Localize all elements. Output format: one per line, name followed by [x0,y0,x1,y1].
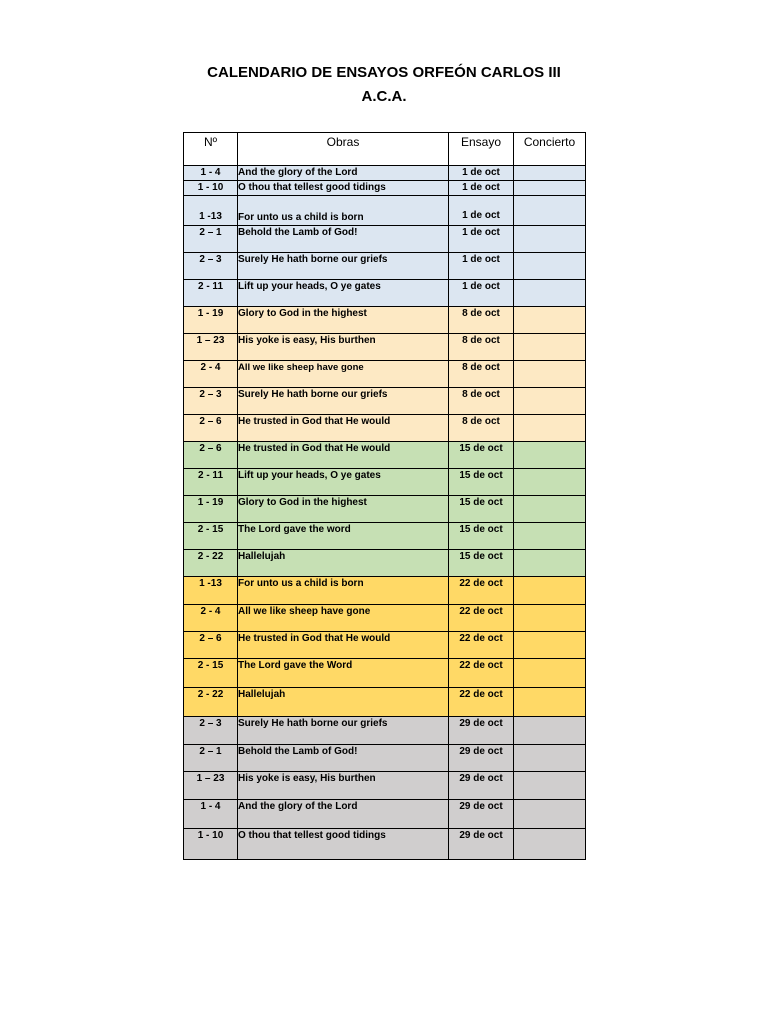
cell-num: 2 – 6 [184,415,238,442]
cell-ensayo: 15 de oct [449,469,514,496]
cell-concierto [514,196,586,226]
cell-num: 1 – 23 [184,334,238,361]
table-row [184,829,586,860]
cell-num: 2 – 1 [184,226,238,253]
cell-ensayo: 8 de oct [449,307,514,334]
cell-ensayo: 1 de oct [449,196,514,226]
header-ensayo: Ensayo [449,133,514,166]
cell-num: 2 - 4 [184,605,238,632]
cell-obra: He trusted in God that He would [238,442,449,469]
table-row [184,800,586,829]
cell-ensayo: 8 de oct [449,415,514,442]
table-row [184,196,586,226]
table-row [184,253,586,280]
table-header-row [184,133,586,166]
cell-ensayo: 29 de oct [449,829,514,860]
cell-ensayo: 15 de oct [449,442,514,469]
cell-num: 2 - 22 [184,688,238,717]
cell-num: 1 - 19 [184,496,238,523]
cell-obra: He trusted in God that He would [238,415,449,442]
cell-num: 1 - 10 [184,181,238,196]
table-row [184,280,586,307]
cell-ensayo: 1 de oct [449,280,514,307]
cell-ensayo: 8 de oct [449,361,514,388]
cell-concierto [514,361,586,388]
cell-obra: All we like sheep have gone [238,361,449,388]
cell-num: 1 – 23 [184,772,238,800]
header-concierto: Concierto [514,133,586,166]
cell-obra: He trusted in God that He would [238,632,449,659]
cell-obra: And the glory of the Lord [238,800,449,829]
cell-num: 2 – 3 [184,388,238,415]
cell-obra: For unto us a child is born [238,196,449,226]
cell-num: 2 - 11 [184,280,238,307]
cell-concierto [514,523,586,550]
cell-obra: Behold the Lamb of God! [238,745,449,772]
table-row [184,496,586,523]
cell-ensayo: 8 de oct [449,334,514,361]
cell-num: 1 - 4 [184,166,238,181]
cell-obra: Hallelujah [238,688,449,717]
cell-concierto [514,829,586,860]
cell-num: 2 - 11 [184,469,238,496]
cell-obra: Surely He hath borne our griefs [238,388,449,415]
cell-obra: For unto us a child is born [238,577,449,605]
cell-ensayo: 22 de oct [449,688,514,717]
table-row [184,166,586,181]
cell-concierto [514,388,586,415]
cell-ensayo: 29 de oct [449,800,514,829]
cell-obra: All we like sheep have gone [238,605,449,632]
cell-num: 2 – 6 [184,632,238,659]
cell-ensayo: 8 de oct [449,388,514,415]
cell-obra: His yoke is easy, His burthen [238,334,449,361]
table-row [184,334,586,361]
cell-num: 1 -13 [184,196,238,226]
cell-ensayo: 29 de oct [449,772,514,800]
cell-concierto [514,577,586,605]
cell-obra: Behold the Lamb of God! [238,226,449,253]
cell-concierto [514,717,586,745]
cell-num: 1 -13 [184,577,238,605]
cell-obra: And the glory of the Lord [238,166,449,181]
cell-concierto [514,772,586,800]
cell-ensayo: 22 de oct [449,659,514,688]
cell-obra: O thou that tellest good tidings [238,181,449,196]
page-title: CALENDARIO DE ENSAYOS ORFEÓN CARLOS III [207,64,561,81]
cell-ensayo: 1 de oct [449,181,514,196]
table-row [184,469,586,496]
cell-num: 2 – 3 [184,253,238,280]
table-row [184,717,586,745]
cell-concierto [514,605,586,632]
cell-num: 1 - 10 [184,829,238,860]
table-row [184,388,586,415]
cell-concierto [514,496,586,523]
cell-obra: Glory to God in the highest [238,307,449,334]
cell-concierto [514,688,586,717]
cell-concierto [514,253,586,280]
cell-num: 1 - 4 [184,800,238,829]
cell-obra: O thou that tellest good tidings [238,829,449,860]
cell-concierto [514,415,586,442]
cell-concierto [514,334,586,361]
cell-concierto [514,226,586,253]
cell-num: 2 – 3 [184,717,238,745]
cell-obra: The Lord gave the word [238,523,449,550]
table-row [184,659,586,688]
cell-obra: Surely He hath borne our griefs [238,253,449,280]
table-row [184,772,586,800]
cell-concierto [514,659,586,688]
cell-concierto [514,800,586,829]
table-row [184,523,586,550]
cell-ensayo: 29 de oct [449,717,514,745]
table-row [184,688,586,717]
cell-ensayo: 22 de oct [449,632,514,659]
cell-concierto [514,469,586,496]
header-num: Nº [184,133,238,166]
cell-concierto [514,442,586,469]
cell-obra: Surely He hath borne our griefs [238,717,449,745]
cell-concierto [514,745,586,772]
table-row [184,577,586,605]
cell-ensayo: 1 de oct [449,253,514,280]
rehearsal-schedule-table [183,132,586,860]
page-subtitle: A.C.A. [361,88,407,105]
cell-num: 2 - 4 [184,361,238,388]
cell-concierto [514,632,586,659]
cell-concierto [514,550,586,577]
cell-num: 2 – 1 [184,745,238,772]
cell-num: 2 - 15 [184,523,238,550]
cell-obra: Lift up your heads, O ye gates [238,280,449,307]
cell-obra: The Lord gave the Word [238,659,449,688]
table-row [184,632,586,659]
cell-concierto [514,280,586,307]
cell-ensayo: 1 de oct [449,226,514,253]
header-obras: Obras [238,133,449,166]
cell-num: 2 - 15 [184,659,238,688]
cell-ensayo: 1 de oct [449,166,514,181]
cell-num: 1 - 19 [184,307,238,334]
table-row [184,361,586,388]
table-row [184,415,586,442]
cell-obra: Lift up your heads, O ye gates [238,469,449,496]
table-row [184,181,586,196]
cell-obra: His yoke is easy, His burthen [238,772,449,800]
cell-ensayo: 15 de oct [449,496,514,523]
table-row [184,605,586,632]
cell-num: 2 – 6 [184,442,238,469]
cell-concierto [514,307,586,334]
table-row [184,226,586,253]
table-row [184,442,586,469]
cell-obra: Hallelujah [238,550,449,577]
cell-ensayo: 15 de oct [449,523,514,550]
table-row [184,745,586,772]
cell-ensayo: 15 de oct [449,550,514,577]
table-row [184,550,586,577]
cell-ensayo: 22 de oct [449,577,514,605]
cell-num: 2 - 22 [184,550,238,577]
cell-concierto [514,166,586,181]
cell-concierto [514,181,586,196]
cell-ensayo: 22 de oct [449,605,514,632]
table-row [184,307,586,334]
cell-ensayo: 29 de oct [449,745,514,772]
cell-obra: Glory to God in the highest [238,496,449,523]
